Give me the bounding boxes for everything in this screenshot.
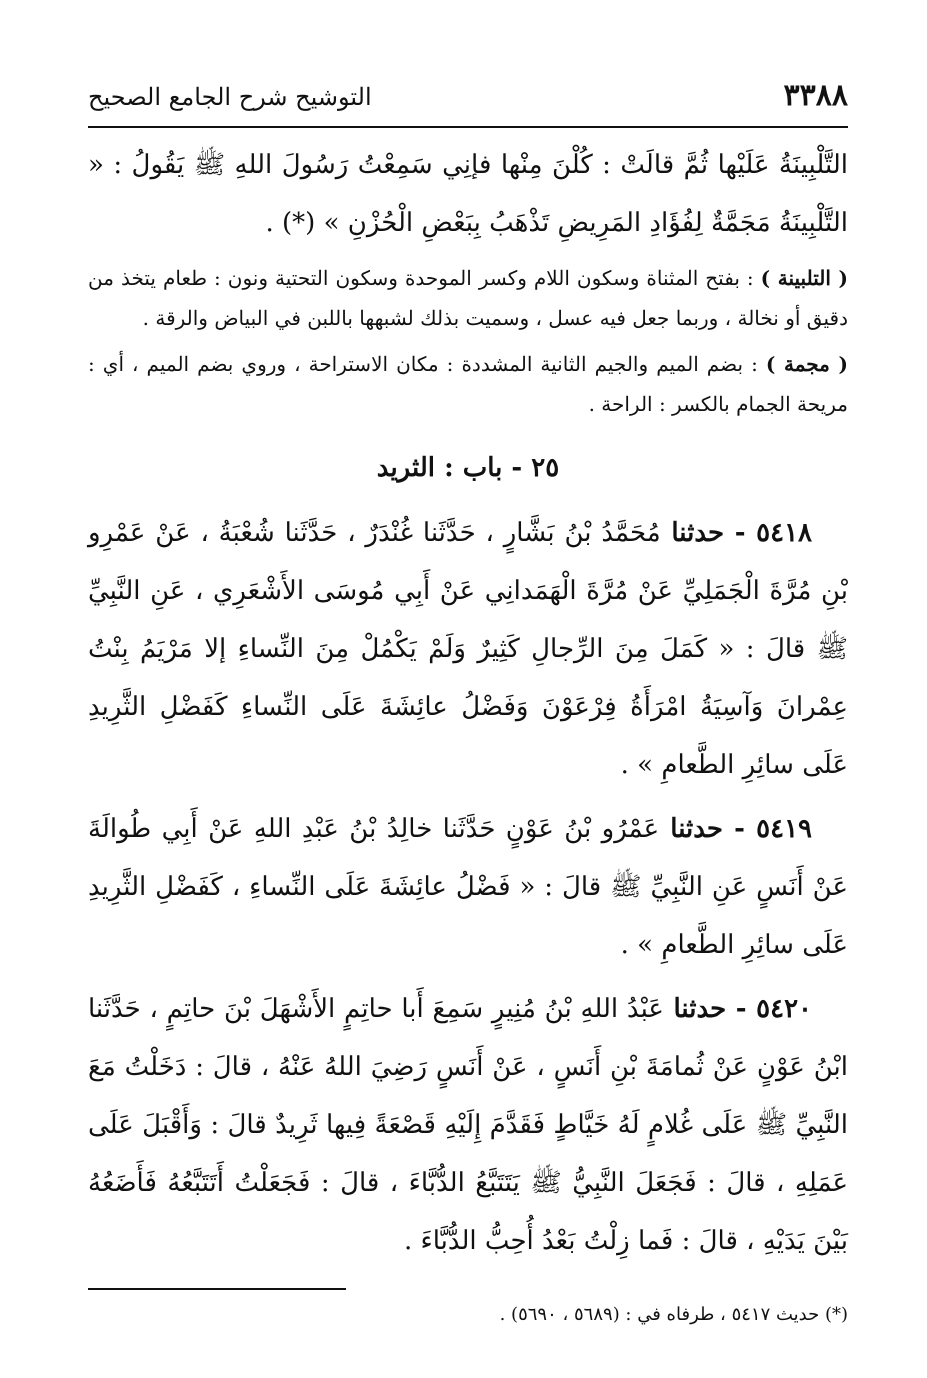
- section-heading: ٢٥ - باب : الثريد: [376, 453, 560, 483]
- gloss-term: ( مجمة ): [765, 352, 848, 376]
- book-page: [88, 78, 849, 1325]
- header-divider: [88, 126, 848, 128]
- hadith-entry: [88, 800, 848, 974]
- hadith-continuation: التَّلْبِينَةُ عَلَيْها ثُمَّ قالَتْ : كُلْنَ مِنْها فإنِي سَمِعْتُ رَسُولَ اللهِ ﷺ يَقُولُ : « التَّلْبِينَةُ مَجَمَّةٌ لِفُؤَادِ المَرِيضِ تَذْهَبُ بِبَعْضِ الْحُزْنِ » (*) .: [88, 150, 848, 238]
- hadith-entry: [88, 504, 848, 794]
- hadith-opener: - حدثنا: [663, 994, 757, 1024]
- gloss-text: : بضم الميم والجيم الثانية المشددة : مكان الاستراحة ، وروي بضم الميم ، أي : مريحة الجمام بالكسر : الراحة .: [88, 352, 848, 416]
- gloss-talbina: [88, 258, 848, 338]
- hadith-number: ٥٤٢٠: [756, 994, 812, 1024]
- running-head: [88, 78, 848, 122]
- book-title: التوشيح شرح الجامع الصحيح: [88, 83, 372, 111]
- gloss-term: ( التلبينة ): [760, 266, 848, 290]
- footnote-divider: [88, 1288, 346, 1290]
- hadith-opener: - حدثنا: [659, 814, 757, 844]
- hadith-number: ٥٤١٨: [756, 518, 812, 548]
- hadith-entry: [88, 980, 848, 1270]
- hadith-text: عَبْدُ اللهِ بْنُ مُنِيرٍ سَمِعَ أَبا حاتِمٍ الأَشْهَلَ بْنَ حاتِمٍ ، حَدَّثَنا ابْنُ عَوْنٍ عَنْ ثُمامَةَ بْنِ أَنَسٍ ، عَنْ أَنَسٍ رَضِيَ اللهُ عَنْهُ ، قالَ : دَخَلْتُ مَعَ النَّبِيِّ ﷺ عَلَى غُلامٍ لَهُ خَيَّاطٍ فَقَدَّمَ إِلَيْهِ قَصْعَةً فِيها ثَرِيدٌ قالَ : وَأَقْبَلَ عَلَى عَمَلِهِ ، قالَ : فَجَعَلَ النَّبِيُّ ﷺ يَتَتَبَّعُ الدُّبَّاءَ ، قالَ : فَجَعَلْتُ أَتَتَبَّعُهُ فَأَضَعُهُ بَيْنَ يَدَيْهِ ، قالَ : فَما زِلْتُ بَعْدُ أُحِبُّ الدُّبَّاءَ .: [88, 994, 849, 1256]
- hadith-opener: - حدثنا: [660, 518, 757, 548]
- page-number: ٣٣٨٨: [783, 78, 848, 113]
- hadith-number: ٥٤١٩: [756, 814, 813, 844]
- hadith-text: عَمْرُو بْنُ عَوْنٍ حَدَّثَنا خالِدُ بْنُ عَبْدِ اللهِ عَنْ أَبِي طُوالَةَ عَنْ أَنَسٍ عَنِ النَّبِيِّ ﷺ قالَ : « فَضْلُ عائِشَةَ عَلَى النِّساءِ ، كَفَضْلِ الثَّرِيدِ عَلَى سائِرِ الطَّعامِ » .: [88, 814, 848, 960]
- hadith-text: مُحَمَّدُ بْنُ بَشَّارٍ ، حَدَّثَنا غُنْدَرٌ ، حَدَّثَنا شُعْبَةُ ، عَنْ عَمْرِو بْنِ مُرَّةَ الْجَمَلِيِّ عَنْ مُرَّةَ الْهَمَدانِي عَنْ أَبِي مُوسَى الأَشْعَرِي ، عَنِ النَّبِيِّ ﷺ قالَ : « كَمَلَ مِنَ الرِّجالِ كَثِيرٌ وَلَمْ يَكْمُلْ مِنَ النِّساءِ إلا مَرْيَمُ بِنْتُ عِمْرانَ وَآسِيَةُ امْرَأَةُ فِرْعَوْنَ وَفَضْلُ عائِشَةَ عَلَى النِّساءِ كَفَضْلِ الثَّرِيدِ عَلَى سائِرِ الطَّعامِ » .: [88, 518, 848, 780]
- gloss-mujamma: [88, 344, 848, 424]
- footnote: (*) حديث ٥٤١٧ ، طرفاه في : (٥٦٨٩ ، ٥٦٩٠) .: [499, 1304, 848, 1325]
- gloss-text: : بفتح المثناة وسكون اللام وكسر الموحدة وسكون التحتية ونون : طعام يتخذ من دقيق أو نخالة ، وربما جعل فيه عسل ، وسميت بذلك لشبهها باللبن في البياض والرقة .: [88, 266, 848, 330]
